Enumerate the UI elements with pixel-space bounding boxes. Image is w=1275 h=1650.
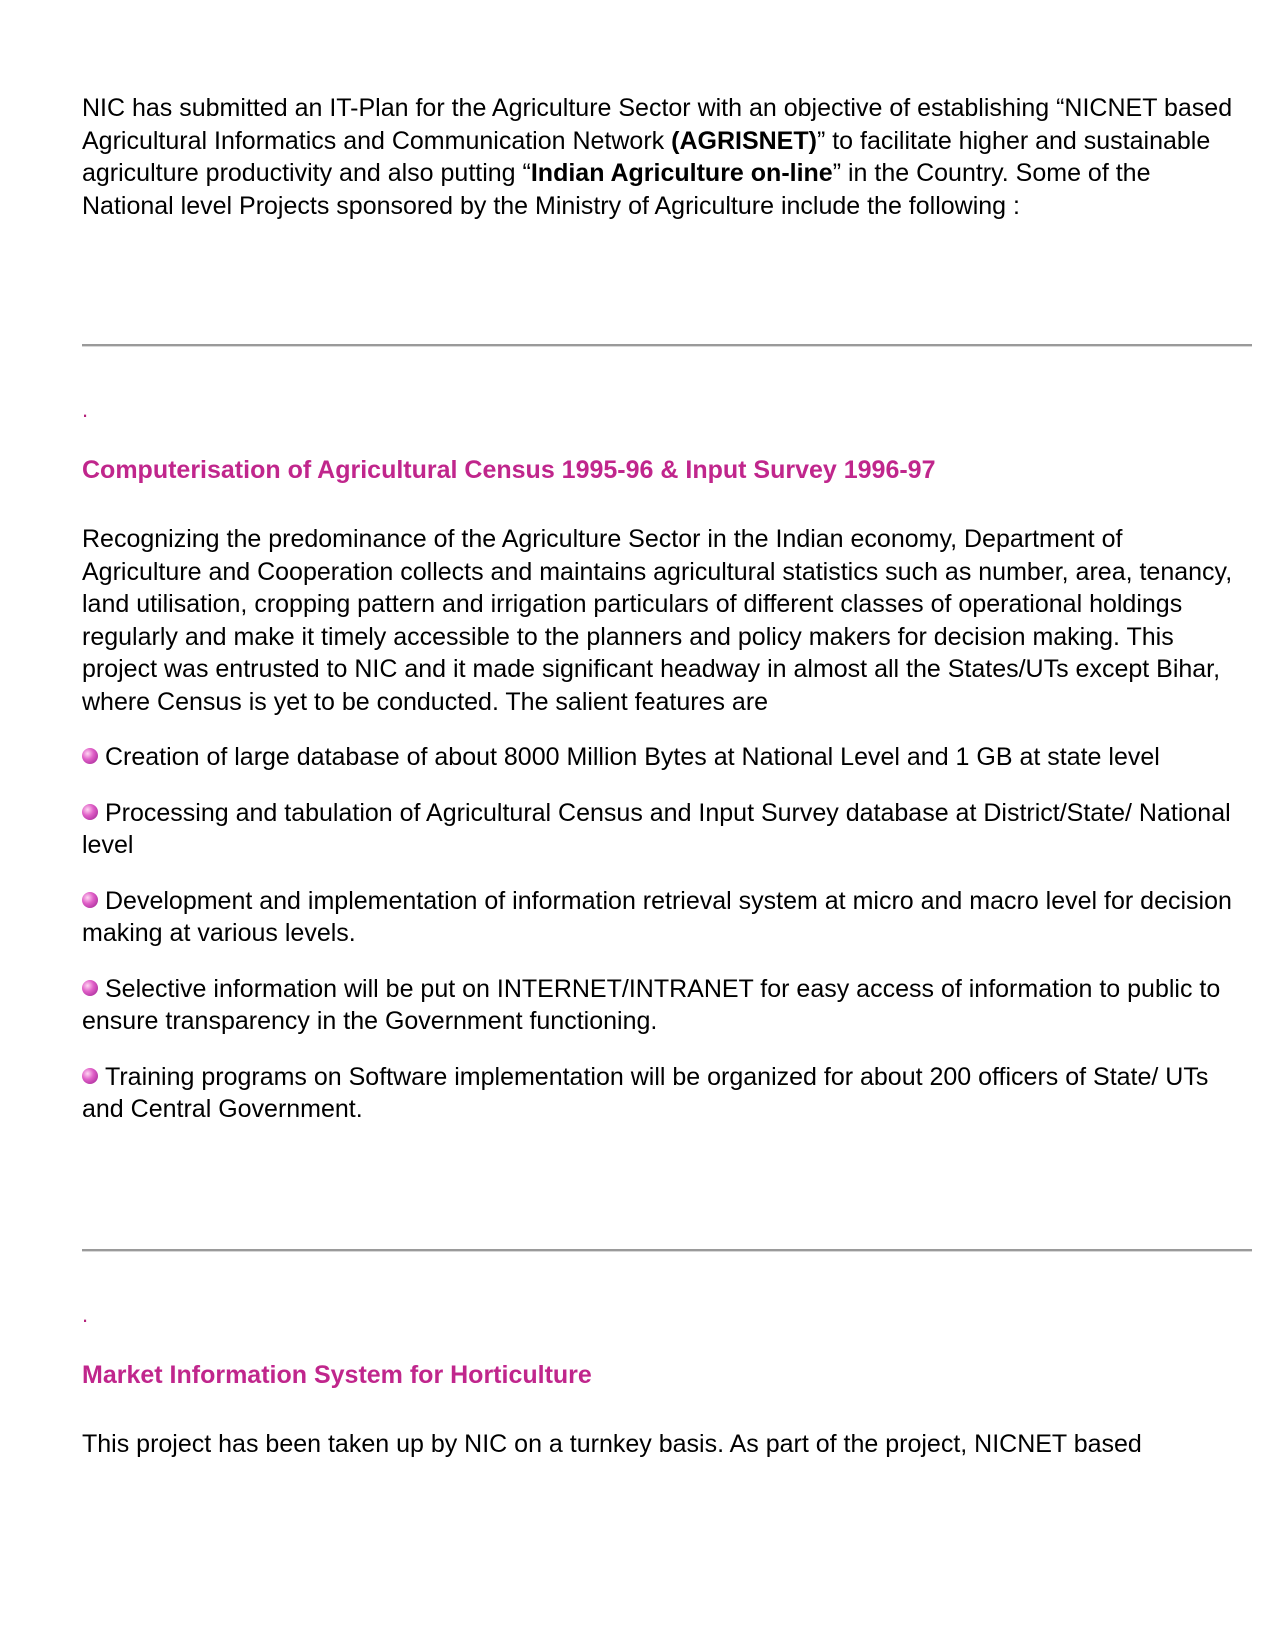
pink-sphere-bullet-icon bbox=[82, 804, 98, 820]
list-item bbox=[82, 1061, 1242, 1126]
pink-sphere-bullet-icon bbox=[82, 748, 98, 764]
section-heading: Computerisation of Agricultural Census 1995-96 & Input Survey 1996-97 bbox=[82, 456, 936, 484]
intro-bold-agrisnet: (AGRISNET) bbox=[671, 126, 817, 155]
list-item bbox=[82, 885, 1242, 950]
pink-sphere-bullet-icon bbox=[82, 980, 98, 996]
list-item-text: Training programs on Software implementation will be organized for about 200 officers of State/ UTs and Central Government. bbox=[82, 1062, 1209, 1123]
section-divider bbox=[82, 344, 1252, 347]
section-marker: . bbox=[82, 1301, 89, 1327]
list-item-text: Processing and tabulation of Agricultural Census and Input Survey database at District/State/ National level bbox=[82, 798, 1231, 859]
list-item bbox=[82, 973, 1242, 1038]
list-item bbox=[82, 797, 1242, 862]
list-item bbox=[82, 741, 1242, 774]
section-body: This project has been taken up by NIC on a turnkey basis. As part of the project, NICNET based bbox=[82, 1429, 1142, 1458]
intro-text-1: NIC has submitted an IT-Plan for the Agriculture Sector with an objective of establishing “NICNET based Agricultural Informatics and Communication Network bbox=[82, 94, 1233, 155]
section-heading: Market Information System for Horticulture bbox=[82, 1360, 592, 1389]
section-marker: . bbox=[82, 397, 89, 422]
list-item-text: Creation of large database of about 8000 Million Bytes at National Level and 1 GB at state level bbox=[105, 743, 1160, 771]
document-page bbox=[82, 92, 1242, 1460]
section-body: Recognizing the predominance of the Agriculture Sector in the Indian economy, Department of Agriculture and Cooperation collects and maintains agricultural statistics such as number, area, tenancy, land utilisation, cropping pattern and irrigation particulars of different classes of operational holdings regularly and make it timely accessible to the planners and policy makers for decision making. This project was entrusted to NIC and it made significant headway in almost all the States/UTs except Bihar, where Census is yet to be conducted. The salient features are bbox=[82, 525, 1233, 716]
intro-text-2: ” to facilitate higher and sustainable agriculture productivity and also putting “ bbox=[82, 126, 1211, 187]
intro-text-3: ” in the Country. Some of the National level Projects sponsored by the Ministry of Agriculture include the following : bbox=[82, 159, 1151, 220]
list-item-text: Selective information will be put on INTERNET/INTRANET for easy access of information to public to ensure transparency in the Government functioning. bbox=[82, 974, 1221, 1035]
section-divider bbox=[82, 1249, 1252, 1252]
list-item-text: Development and implementation of information retrieval system at micro and macro level for decision making at various levels. bbox=[82, 886, 1232, 947]
pink-sphere-bullet-icon bbox=[82, 1068, 98, 1084]
intro-paragraph bbox=[82, 92, 1242, 222]
pink-sphere-bullet-icon bbox=[82, 892, 98, 908]
intro-bold-online: Indian Agriculture on-line bbox=[530, 159, 833, 187]
